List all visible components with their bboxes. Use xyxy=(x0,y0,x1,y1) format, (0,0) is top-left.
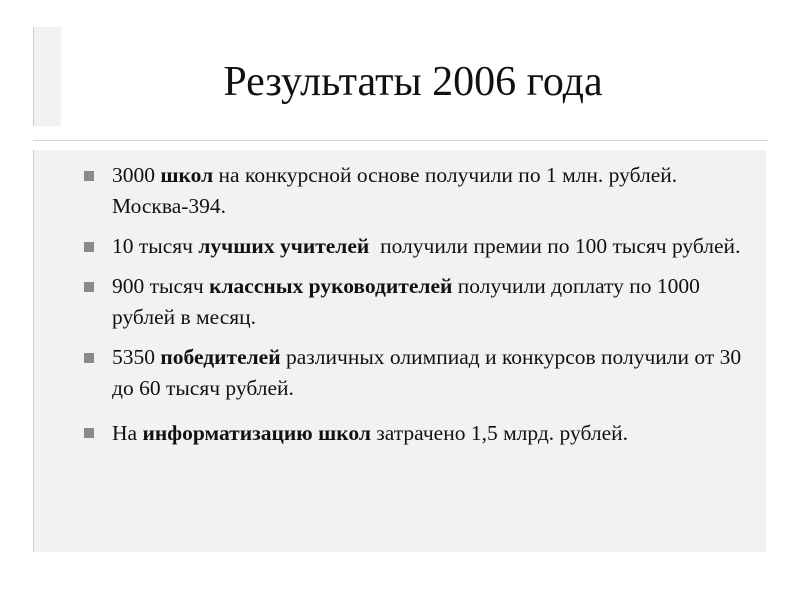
bullet-item xyxy=(84,271,744,333)
bullet-text-segment: получили премии по 100 тысяч рублей. xyxy=(369,234,741,258)
bullet-text-segment: 10 тысяч xyxy=(112,234,199,258)
bullet-text xyxy=(112,274,700,329)
square-bullet-icon xyxy=(84,353,94,363)
bullet-item xyxy=(84,342,744,404)
bullet-text xyxy=(112,163,677,218)
slide-title: Результаты 2006 года xyxy=(223,59,603,105)
bullet-item xyxy=(84,160,744,222)
bullet-text-segment: 900 тысяч xyxy=(112,274,210,298)
left-accent-bar-top xyxy=(33,27,61,126)
bullet-list xyxy=(84,160,744,462)
bullet-text-segment: 5350 xyxy=(112,345,161,369)
bullet-item xyxy=(84,231,744,262)
bullet-text-segment: затрачено 1,5 млрд. рублей. xyxy=(370,421,629,445)
bullet-text-segment: различных олимпиад и конкурсов получили от 30 до 60 тысяч рублей. xyxy=(112,345,742,400)
bullet-text-segment: На xyxy=(112,421,143,445)
bullet-text xyxy=(112,421,628,445)
bullet-text xyxy=(112,345,741,400)
bullet-text-segment: 3000 xyxy=(112,163,161,187)
bullet-text-bold: победителей xyxy=(160,345,281,369)
square-bullet-icon xyxy=(84,428,94,438)
bullet-text-bold: лучших учителей xyxy=(198,234,370,258)
bullet-text-segment: на конкурсной основе получили по 1 млн. рублей. Москва-394. xyxy=(112,163,678,218)
square-bullet-icon xyxy=(84,242,94,252)
square-bullet-icon xyxy=(84,171,94,181)
square-bullet-icon xyxy=(84,282,94,292)
bullet-item xyxy=(84,413,744,453)
left-accent-bar-bottom xyxy=(33,150,61,552)
bullet-text-bold: информатизацию школ xyxy=(142,421,371,445)
bullet-text-segment: получили доплату по 1000 рублей в месяц. xyxy=(112,274,700,329)
bullet-text-bold: школ xyxy=(160,163,214,187)
bullet-text-bold: классных руководителей xyxy=(209,274,453,298)
bullet-text xyxy=(112,234,740,258)
title-separator xyxy=(33,140,768,141)
